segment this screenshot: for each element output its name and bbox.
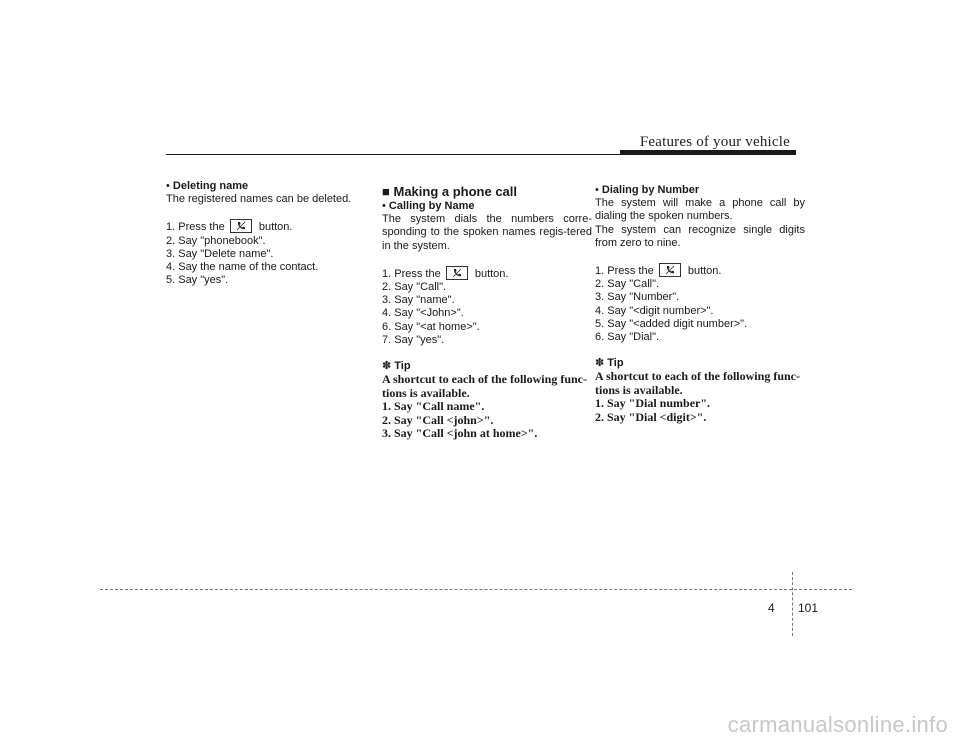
column-right: [595, 184, 805, 424]
right-step-1: [595, 263, 805, 278]
right-step: 3. Say "Number".: [595, 291, 680, 304]
header-title: Features of your vehicle: [639, 134, 790, 150]
middle-step-1: [382, 266, 592, 281]
right-tip-line: 2. Say "Dial <digit>".: [595, 409, 707, 424]
middle-step: 2. Say "Call".: [382, 281, 447, 294]
middle-intro: The system dials the numbers corre-sponding to the spoken names regis-tered in the system.: [382, 213, 592, 252]
right-step: 4. Say "<digit number>".: [595, 304, 714, 317]
right-heading-text: Dialing by Number: [601, 184, 700, 196]
section-heading: [382, 184, 592, 200]
talk-button-icon: [230, 219, 252, 233]
right-step: 6. Say "Dial".: [595, 331, 660, 344]
chapter-number: 4: [768, 601, 775, 615]
right-tip-line: A shortcut to each of the following func-tions is available.: [595, 369, 800, 397]
right-intro-2: The system can recognize single digits from zero to nine.: [595, 223, 805, 249]
column-middle: [382, 184, 592, 441]
page-number: 101: [798, 601, 819, 615]
left-heading: [166, 180, 376, 193]
right-intro-1: The system will make a phone call by dialing the spoken numbers.: [595, 197, 805, 223]
left-intro: The registered names can be deleted.: [166, 193, 352, 206]
tip-label: Tip: [607, 357, 624, 370]
column-left: [166, 180, 376, 287]
middle-step-1-post: button.: [474, 267, 509, 280]
tip-label: Tip: [394, 360, 411, 373]
footer-rule: [100, 589, 852, 590]
talk-button-icon: [446, 266, 468, 280]
left-step-1-post: button.: [258, 221, 293, 234]
middle-step: 3. Say "name".: [382, 294, 455, 307]
middle-step: 7. Say "yes".: [382, 333, 445, 346]
bullet: •: [382, 200, 386, 212]
middle-tip-line: 2. Say "Call <john>".: [382, 412, 494, 427]
right-heading: [595, 184, 805, 197]
right-step: 5. Say "<added digit number>".: [595, 317, 748, 330]
section-marker: ■: [382, 184, 390, 199]
middle-tip-line: 1. Say "Call name".: [382, 399, 485, 414]
section-title: Making a phone call: [393, 184, 518, 199]
left-step: 3. Say "Delete name".: [166, 247, 274, 260]
middle-step: 4. Say "<John>".: [382, 307, 464, 320]
middle-step-1-pre: 1. Press the: [382, 267, 441, 280]
middle-heading-text: Calling by Name: [388, 200, 475, 212]
footer-divider: [792, 572, 793, 636]
tip-star-icon: ✽: [595, 357, 605, 370]
right-tip-line: 1. Say "Dial number".: [595, 396, 711, 411]
right-step: 2. Say "Call".: [595, 278, 660, 291]
right-step-1-pre: 1. Press the: [595, 265, 654, 278]
middle-heading: [382, 200, 592, 213]
left-step-1: [166, 219, 376, 234]
header-rule-thin: [166, 154, 796, 155]
right-step-1-post: button.: [687, 265, 722, 278]
left-step: 5. Say "yes".: [166, 274, 229, 287]
left-step-1-pre: 1. Press the: [166, 221, 225, 234]
middle-tip-line: 3. Say "Call <john at home>".: [382, 426, 538, 441]
middle-step: 6. Say "<at home>".: [382, 320, 480, 333]
left-heading-text: Deleting name: [172, 180, 249, 192]
bullet: •: [595, 184, 599, 196]
middle-tip-line: A shortcut to each of the following func-tions is available.: [382, 372, 587, 400]
bullet: •: [166, 180, 170, 192]
tip-star-icon: ✽: [382, 360, 392, 373]
watermark: carmanualsonline.info: [727, 712, 948, 737]
left-step: 4. Say the name of the contact.: [166, 261, 319, 274]
talk-button-icon: [659, 263, 681, 277]
left-step: 2. Say "phonebook".: [166, 234, 266, 247]
